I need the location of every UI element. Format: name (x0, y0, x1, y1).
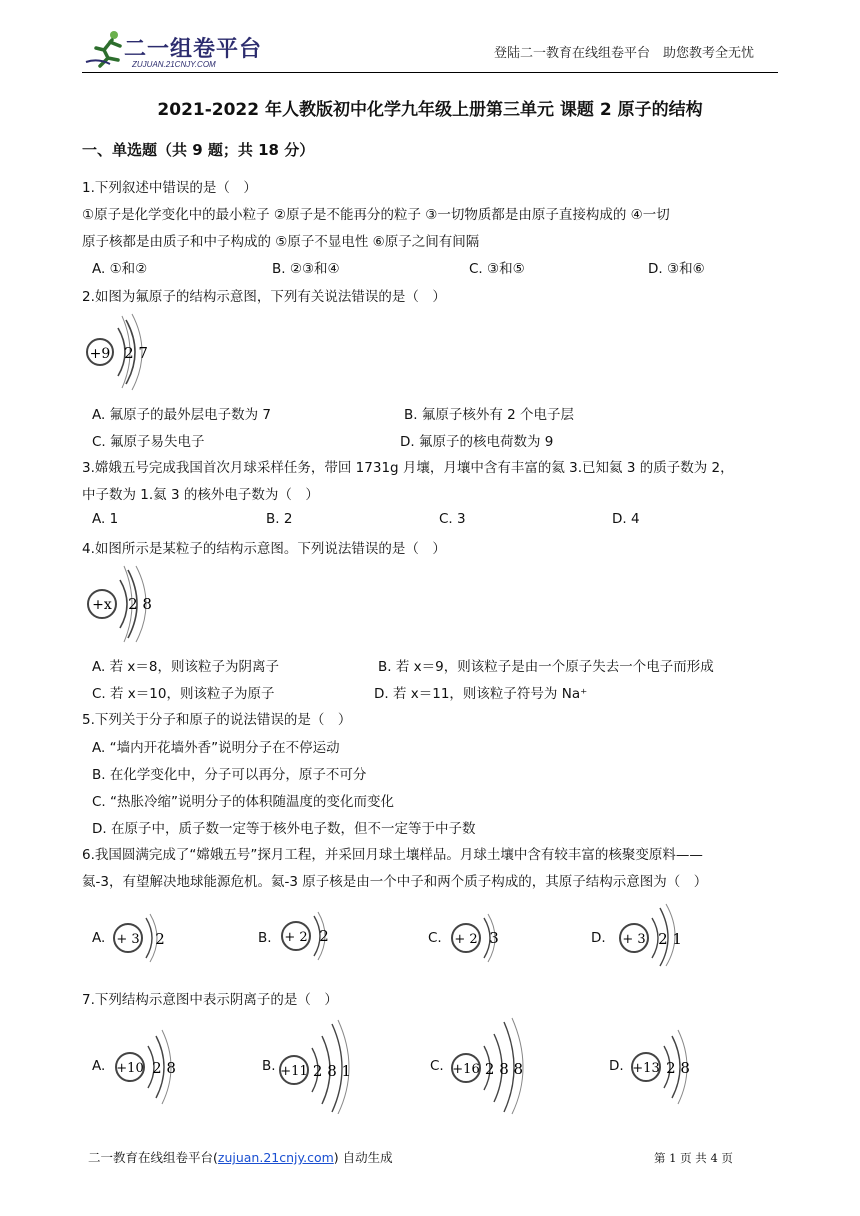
header-logo (84, 28, 274, 70)
question-6-option-d-diagram[interactable] (614, 902, 704, 968)
shell-electrons: 3 (489, 929, 499, 947)
nucleus-label: +16 (452, 1062, 480, 1077)
footer-prefix: 二一教育在线组卷平台( (88, 1150, 218, 1165)
header-divider (82, 72, 778, 73)
question-5-option-d[interactable]: D. 在原子中，质子数一定等于核外电子数，但不一定等于中子数 (92, 821, 476, 837)
particle-diagram (84, 564, 164, 644)
question-5-stem: 5.下列关于分子和原子的说法错误的是（ ） (82, 712, 352, 728)
logo-subtext: ZUJUAN.21CNJY.COM (132, 60, 216, 69)
shell-electrons: 2 8 1 (312, 1062, 352, 1080)
question-7-option-c-label[interactable]: C. (430, 1058, 444, 1074)
question-3-option-d[interactable]: D. 4 (612, 511, 640, 527)
fluorine-atom-diagram (84, 312, 164, 392)
footer-source (88, 1148, 393, 1166)
nucleus-label: + 3 (116, 932, 140, 947)
question-6-stem-line2: 氦-3，有望解决地球能源危机。氦-3 原子核是由一个中子和两个质子构成的，其原子结构示意图为（ ） (82, 874, 708, 890)
question-5-option-b[interactable]: B. 在化学变化中，分子可以再分，原子不可分 (92, 767, 367, 783)
question-4-option-b[interactable]: B. 若 x＝9，则该粒子是由一个原子失去一个电子而形成 (378, 659, 714, 675)
shell-electrons: 2 8 (666, 1059, 690, 1077)
question-6-option-c-label[interactable]: C. (428, 930, 442, 946)
page-title: 2021-2022 年人教版初中化学九年级上册第三单元 课题 2 原子的结构 (157, 100, 703, 120)
question-7-option-c-diagram[interactable] (448, 1016, 544, 1116)
question-3-stem-line1: 3.嫦娥五号完成我国首次月球采样任务，带回 1731g 月壤，月壤中含有丰富的氦 3.已知氦 3 的质子数为 2， (82, 460, 734, 476)
page-number: 第 1 页 共 4 页 (654, 1151, 733, 1165)
footer-suffix: ) 自动生成 (333, 1150, 393, 1165)
question-4-option-c[interactable]: C. 若 x＝10，则该粒子为原子 (92, 686, 275, 702)
question-1-option-c[interactable]: C. ③和⑤ (469, 261, 525, 277)
question-6-option-b-label[interactable]: B. (258, 930, 272, 946)
question-1-option-a[interactable]: A. ①和② (92, 261, 148, 277)
runner-logo-icon (84, 28, 128, 70)
question-4-option-a[interactable]: A. 若 x＝8，则该粒子为阴离子 (92, 659, 279, 675)
question-1-option-b[interactable]: B. ②③和④ (272, 261, 340, 277)
nucleus-label: +13 (632, 1061, 660, 1076)
question-6-option-a-diagram[interactable] (108, 908, 178, 968)
shell-electrons: 2 1 (658, 930, 682, 948)
question-7-option-a-label[interactable]: A. (92, 1058, 106, 1074)
nucleus-label: + 2 (454, 932, 478, 947)
question-5-option-a[interactable]: A. “墙内开花墙外香”说明分子在不停运动 (92, 740, 340, 756)
header-slogan: 登陆二一教育在线组卷平台 助您教考全无忧 (494, 46, 755, 61)
question-3-stem-line2: 中子数为 1.氦 3 的核外电子数为（ ） (82, 487, 319, 503)
question-2-option-c[interactable]: C. 氟原子易失电子 (92, 434, 205, 450)
question-1-statements-line2: 原子核都是由质子和中子构成的 ⑤原子不显电性 ⑥原子之间有间隔 (82, 234, 480, 250)
question-7-stem: 7.下列结构示意图中表示阴离子的是（ ） (82, 992, 338, 1008)
question-4-stem: 4.如图所示是某粒子的结构示意图。下列说法错误的是（ ） (82, 541, 446, 557)
question-2-option-d[interactable]: D. 氟原子的核电荷数为 9 (400, 434, 554, 450)
question-6-option-c-diagram[interactable] (446, 908, 516, 968)
question-1-stem: 1.下列叙述中错误的是（ ） (82, 180, 257, 196)
shell-electrons: 2 7 (124, 344, 148, 362)
question-6-option-d-label[interactable]: D. (591, 930, 606, 946)
shell-electrons: 2 (155, 930, 165, 948)
question-3-option-b[interactable]: B. 2 (266, 511, 293, 527)
question-3-option-c[interactable]: C. 3 (439, 511, 466, 527)
question-6-option-a-label[interactable]: A. (92, 930, 106, 946)
footer-link[interactable]: zujuan.21cnjy.com (217, 1150, 334, 1165)
question-4-option-d[interactable]: D. 若 x＝11，则该粒子符号为 Na⁺ (374, 686, 588, 702)
shell-electrons: 2 (319, 927, 329, 945)
nucleus-label: +10 (116, 1061, 144, 1076)
nucleus-label: + 3 (622, 932, 646, 947)
question-7-option-a-diagram[interactable] (110, 1024, 200, 1110)
question-7-option-b-label[interactable]: B. (262, 1058, 276, 1074)
question-2-stem: 2.如图为氟原子的结构示意图，下列有关说法错误的是（ ） (82, 289, 446, 305)
question-6-option-b-diagram[interactable] (278, 908, 348, 968)
section-heading: 一、单选题（共 9 题；共 18 分） (82, 141, 315, 159)
nucleus-label: +x (92, 597, 112, 613)
question-2-option-b[interactable]: B. 氟原子核外有 2 个电子层 (404, 407, 575, 423)
question-1-option-d[interactable]: D. ③和⑥ (648, 261, 705, 277)
nucleus-label: +11 (280, 1064, 308, 1079)
nucleus-label: +9 (89, 346, 111, 362)
shell-electrons: 2 8 8 (484, 1060, 524, 1078)
nucleus-label: + 2 (284, 930, 308, 945)
question-3-option-a[interactable]: A. 1 (92, 511, 119, 527)
question-2-option-a[interactable]: A. 氟原子的最外层电子数为 7 (92, 407, 271, 423)
logo-text: 二一组卷平台 (124, 37, 263, 62)
question-7-option-b-diagram[interactable] (276, 1018, 372, 1114)
question-7-option-d-diagram[interactable] (626, 1024, 716, 1110)
question-7-option-d-label[interactable]: D. (609, 1058, 624, 1074)
question-1-statements-line1: ①原子是化学变化中的最小粒子 ②原子是不能再分的粒子 ③一切物质都是由原子直接构成的 ④一切 (82, 207, 670, 223)
question-5-option-c[interactable]: C. “热胀冷缩”说明分子的体积随温度的变化而变化 (92, 794, 394, 810)
question-6-stem-line1: 6.我国圆满完成了“嫦娥五号”探月工程，并采回月球土壤样品。月球土壤中含有较丰富的核聚变原料—— (82, 847, 703, 863)
shell-electrons: 2 8 (152, 1059, 176, 1077)
shell-electrons: 2 8 (128, 595, 152, 613)
